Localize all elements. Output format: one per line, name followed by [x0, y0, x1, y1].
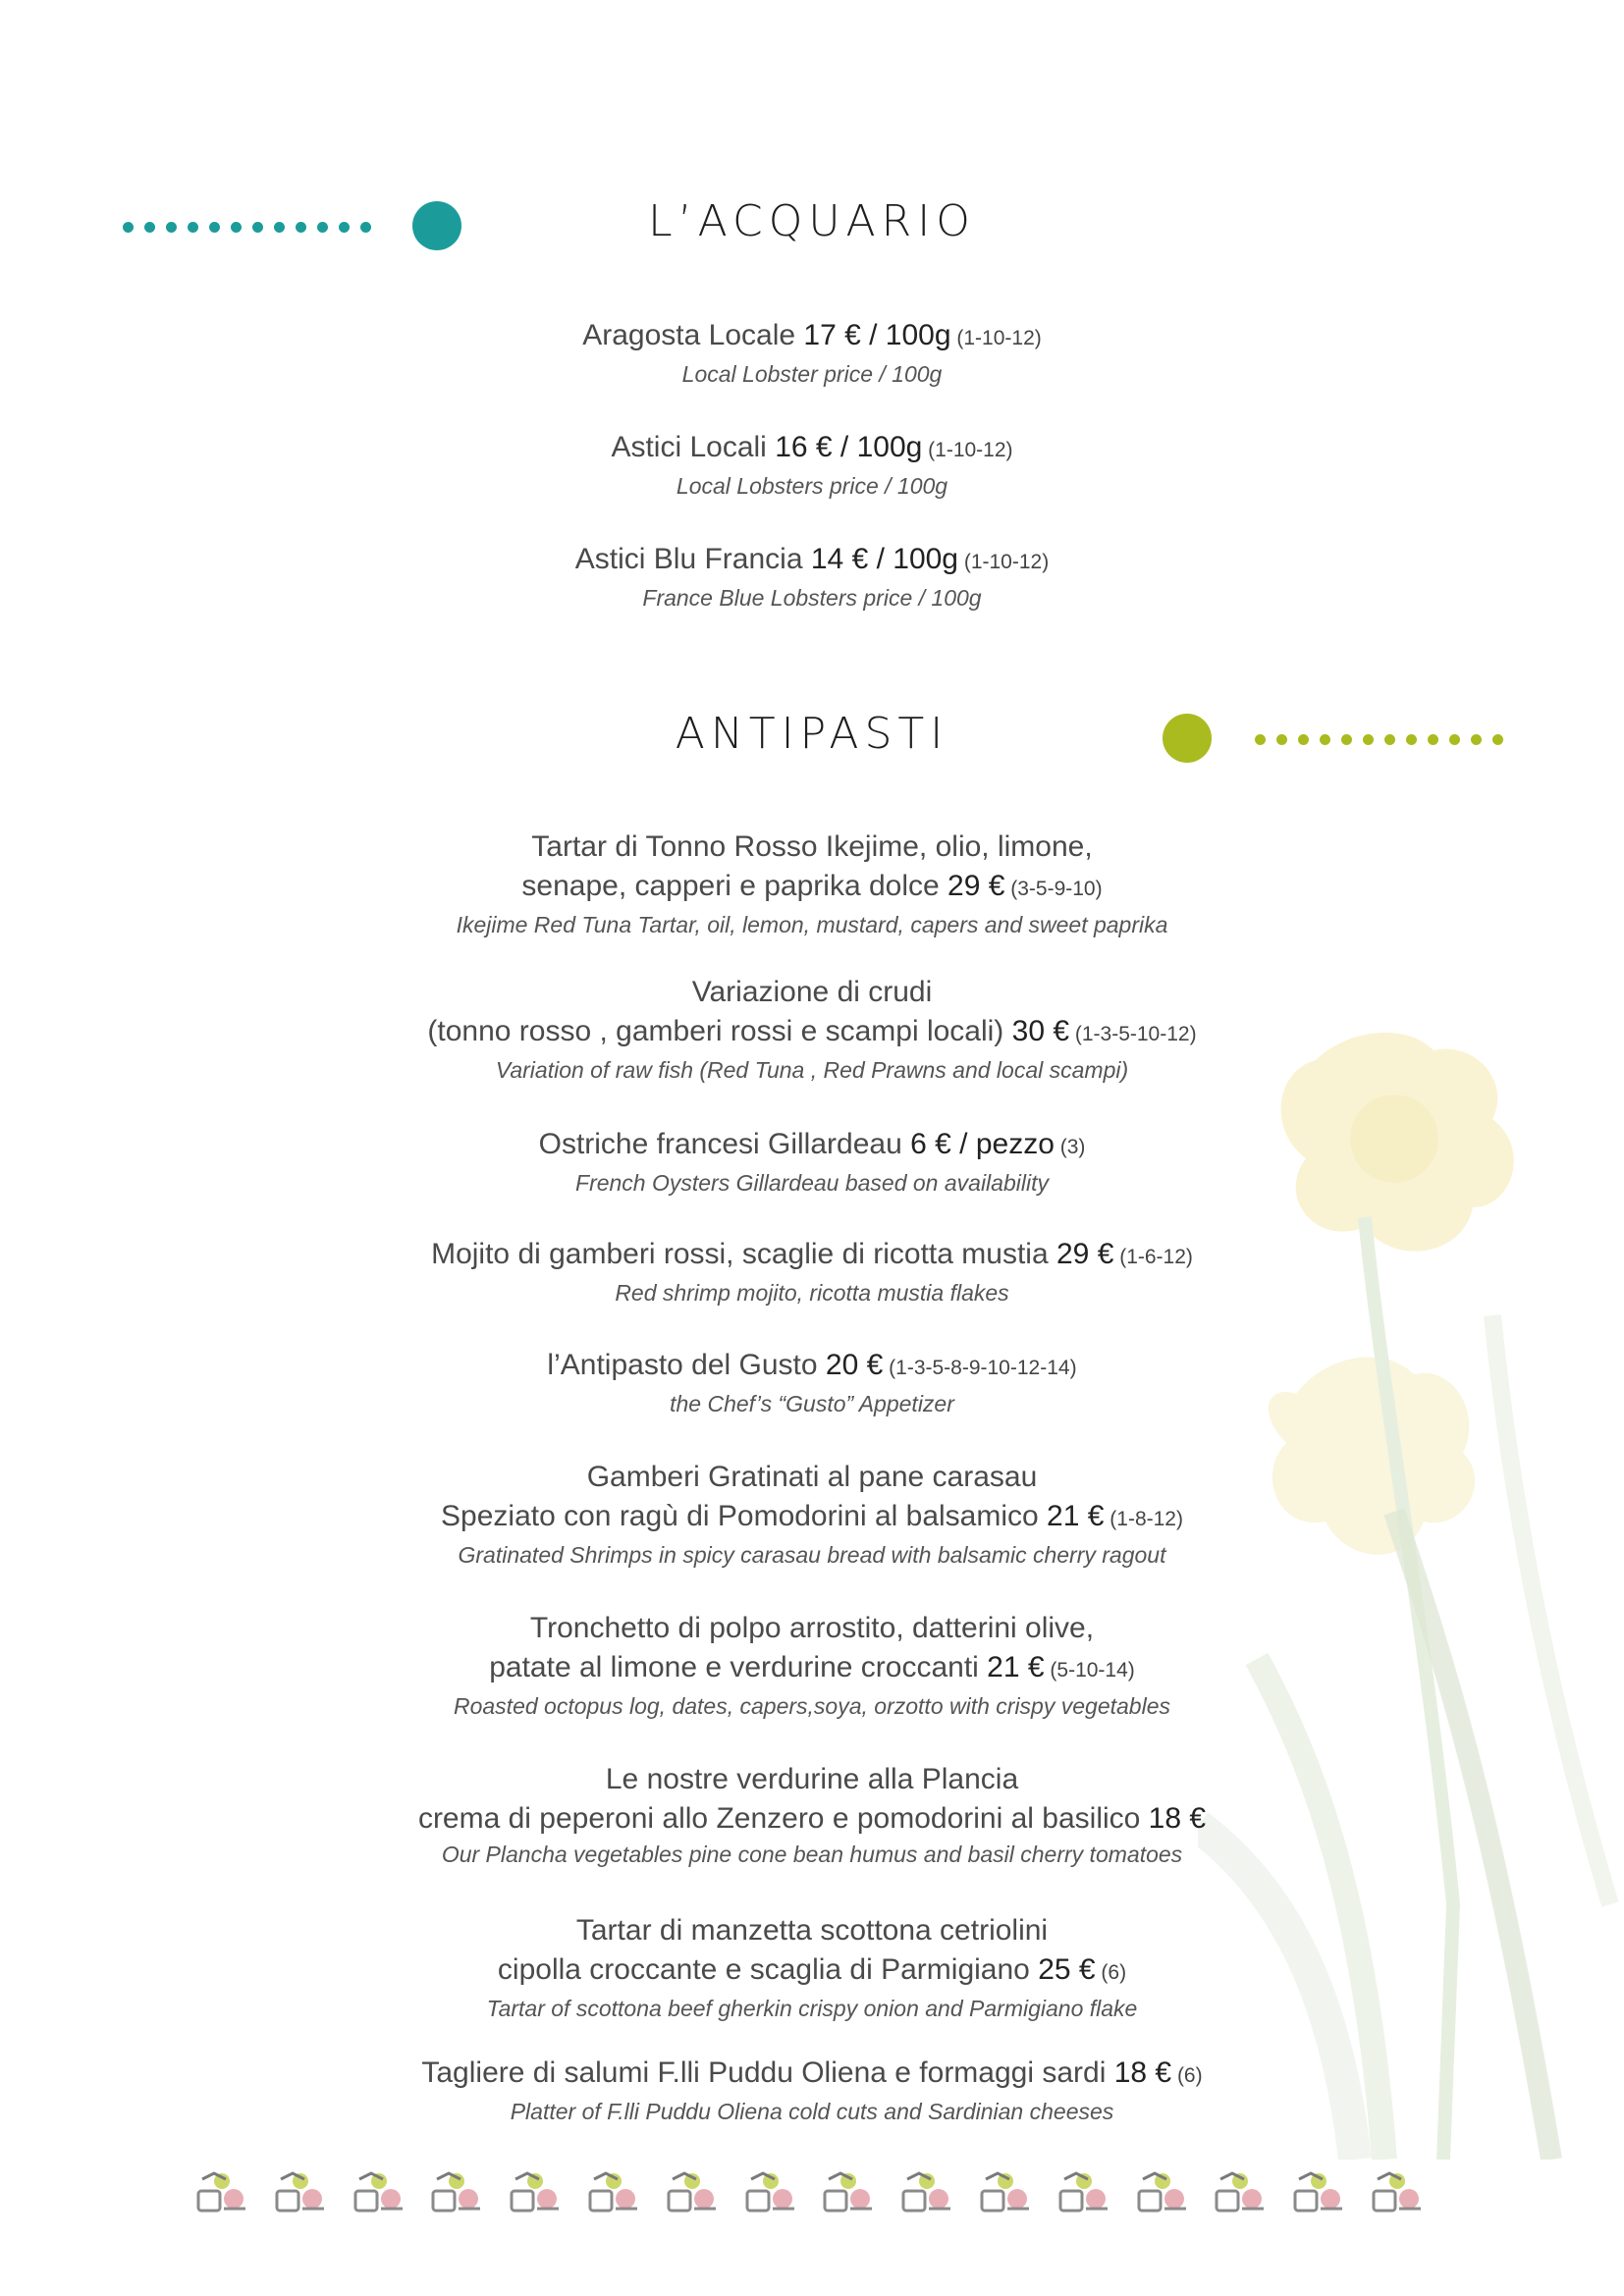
item-name: Mojito di gamberi rossi, scaglie di ricotta mustia [431, 1238, 1056, 1270]
item-name: (tonno rosso , gamberi rossi e scampi locali) [427, 1015, 1012, 1047]
item-allergens: (1-10-12) [922, 439, 1013, 461]
item-english: Ikejime Red Tuna Tartar, oil, lemon, mustard, capers and sweet paprika [456, 912, 1168, 937]
footer-motif-icon [1213, 2169, 1268, 2215]
item-name: Aragosta Locale [582, 319, 804, 351]
item-price: 21 € [1047, 1500, 1105, 1532]
section-title-acquario: L’ACQUARIO [648, 196, 976, 246]
item-name-line [0, 1950, 1624, 1993]
item-english: Our Plancha vegetables pine cone bean humus and basil cherry tomatoes [441, 1842, 1183, 1867]
item-price: 25 € [1038, 1953, 1096, 1986]
item-name: crema di peperoni allo Zenzero e pomodorini al basilico [417, 1802, 1149, 1835]
item-name-line: Gamberi Gratinati al pane carasau [586, 1461, 1038, 1493]
menu-item [0, 1911, 1624, 2024]
item-name-line: Tartar di Tonno Rosso Ikejime, olio, limone, [531, 830, 1093, 863]
item-english: Roasted octopus log, dates, capers,soya, orzotto with crispy vegetables [453, 1693, 1170, 1719]
item-name-line [0, 316, 1624, 358]
item-english: Gratinated Shrimps in spicy carasau bread with balsamic cherry ragout [458, 1542, 1166, 1568]
menu-item [0, 828, 1624, 940]
item-name-line [0, 1235, 1624, 1277]
lime-circle [1163, 714, 1212, 763]
item-price: 6 € / pezzo [910, 1128, 1055, 1160]
dot [1471, 734, 1482, 745]
item-name-line: Tartar di manzetta scottona cetriolini [575, 1914, 1049, 1947]
dot [1320, 734, 1330, 745]
item-name-line [0, 428, 1624, 470]
item-allergens: (6) [1095, 1961, 1127, 1984]
item-price: 14 € / 100g [810, 543, 958, 575]
item-name: Tagliere di salumi F.lli Puddu Oliena e formaggi sardi [421, 2056, 1114, 2089]
dot [1255, 734, 1266, 745]
dot [1276, 734, 1287, 745]
dot [1298, 734, 1309, 745]
menu-item [0, 1235, 1624, 1308]
item-name-line: Variazione di crudi [691, 976, 933, 1008]
item-allergens: (6) [1171, 2064, 1203, 2087]
item-name: l’Antipasto del Gusto [547, 1349, 826, 1381]
item-name-line: Le nostre verdurine alla Plancia [605, 1763, 1019, 1795]
item-name-line [0, 1497, 1624, 1539]
menu-item [0, 1458, 1624, 1571]
item-name: Ostriche francesi Gillardeau [538, 1128, 911, 1160]
menu-item [0, 973, 1624, 1086]
item-name-line [0, 1012, 1624, 1054]
item-english: the Chef’s “Gusto” Appetizer [670, 1391, 954, 1416]
footer-motif-icon [1135, 2169, 1190, 2215]
item-name: Astici Locali [611, 431, 776, 463]
item-allergens: (3) [1054, 1136, 1086, 1158]
item-price: 29 € [1056, 1238, 1114, 1270]
footer-motif-icon [821, 2169, 876, 2215]
footer-motif-icon [1291, 2169, 1346, 2215]
item-english: France Blue Lobsters price / 100g [642, 585, 982, 611]
item-english: Local Lobsters price / 100g [676, 473, 948, 499]
item-name-line [0, 867, 1624, 909]
item-english: Red shrimp mojito, ricotta mustia flakes [615, 1280, 1009, 1306]
menu-item [0, 1609, 1624, 1722]
item-name: Astici Blu Francia [574, 543, 811, 575]
item-name: Speziato con ragù di Pomodorini al balsamico [441, 1500, 1048, 1532]
item-english: Platter of F.lli Puddu Oliena cold cuts and Sardinian cheeses [510, 2099, 1114, 2124]
menu-item [0, 316, 1624, 390]
item-allergens: (1-3-5-8-9-10-12-14) [883, 1357, 1077, 1379]
item-allergens: (1-8-12) [1104, 1508, 1183, 1530]
section-title-antipasti: ANTIPASTI [675, 709, 949, 759]
dot [1406, 734, 1417, 745]
item-name: senape, capperi e paprika dolce [521, 870, 948, 902]
item-english: French Oysters Gillardeau based on availability [575, 1170, 1049, 1196]
footer-motif-icon [978, 2169, 1033, 2215]
menu-item [0, 1346, 1624, 1419]
item-price: 21 € [987, 1651, 1045, 1683]
dot [1492, 734, 1503, 745]
footer-motif-icon [194, 2169, 249, 2215]
menu-item [0, 428, 1624, 502]
footer-motif-icon [352, 2169, 406, 2215]
menu-item [0, 1125, 1624, 1199]
item-allergens: (1-10-12) [950, 327, 1042, 349]
item-allergens: (1-3-5-10-12) [1069, 1023, 1197, 1045]
item-price: 18 € [1148, 1802, 1207, 1835]
footer-motif-icon [273, 2169, 328, 2215]
dot [1341, 734, 1352, 745]
footer-motif-icon [508, 2169, 563, 2215]
item-price: 17 € / 100g [803, 319, 951, 351]
footer-pattern [194, 2169, 1432, 2216]
item-name: cipolla croccante e scaglia di Parmigiano [497, 1953, 1039, 1986]
footer-motif-icon [665, 2169, 720, 2215]
footer-motif-icon [899, 2169, 954, 2215]
item-price: 20 € [825, 1349, 884, 1381]
lime-dot-line [1255, 730, 1510, 750]
item-name-line [0, 540, 1624, 582]
item-price: 16 € / 100g [775, 431, 923, 463]
dot [1449, 734, 1460, 745]
footer-motif-icon [743, 2169, 798, 2215]
item-price: 30 € [1011, 1015, 1070, 1047]
item-english: Tartar of scottona beef gherkin crispy onion and Parmigiano flake [486, 1996, 1138, 2021]
item-name-line: Tronchetto di polpo arrostito, datterini olive, [529, 1612, 1095, 1644]
dot [1363, 734, 1374, 745]
item-name-line [0, 2054, 1624, 2096]
item-allergens: (1-10-12) [958, 551, 1050, 573]
item-name: patate al limone e verdurine croccanti [489, 1651, 988, 1683]
footer-motif-icon [1370, 2169, 1425, 2215]
menu-item [0, 2054, 1624, 2127]
footer-motif-icon [429, 2169, 484, 2215]
item-price: 18 € [1113, 2056, 1172, 2089]
footer-motif-icon [1056, 2169, 1111, 2215]
item-allergens: (5-10-14) [1044, 1659, 1135, 1682]
item-english: Variation of raw fish (Red Tuna , Red Prawns and local scampi) [495, 1057, 1129, 1083]
item-name-line [0, 1799, 1624, 1839]
dot [1428, 734, 1438, 745]
item-name-line [0, 1346, 1624, 1388]
item-allergens: (1-6-12) [1113, 1246, 1193, 1268]
item-name-line [0, 1648, 1624, 1690]
dot [1384, 734, 1395, 745]
menu-item [0, 540, 1624, 614]
item-price: 29 € [947, 870, 1005, 902]
item-english: Local Lobster price / 100g [681, 361, 943, 387]
item-name-line [0, 1125, 1624, 1167]
footer-motif-icon [586, 2169, 641, 2215]
menu-item [0, 1760, 1624, 1870]
item-allergens: (3-5-9-10) [1004, 878, 1103, 900]
